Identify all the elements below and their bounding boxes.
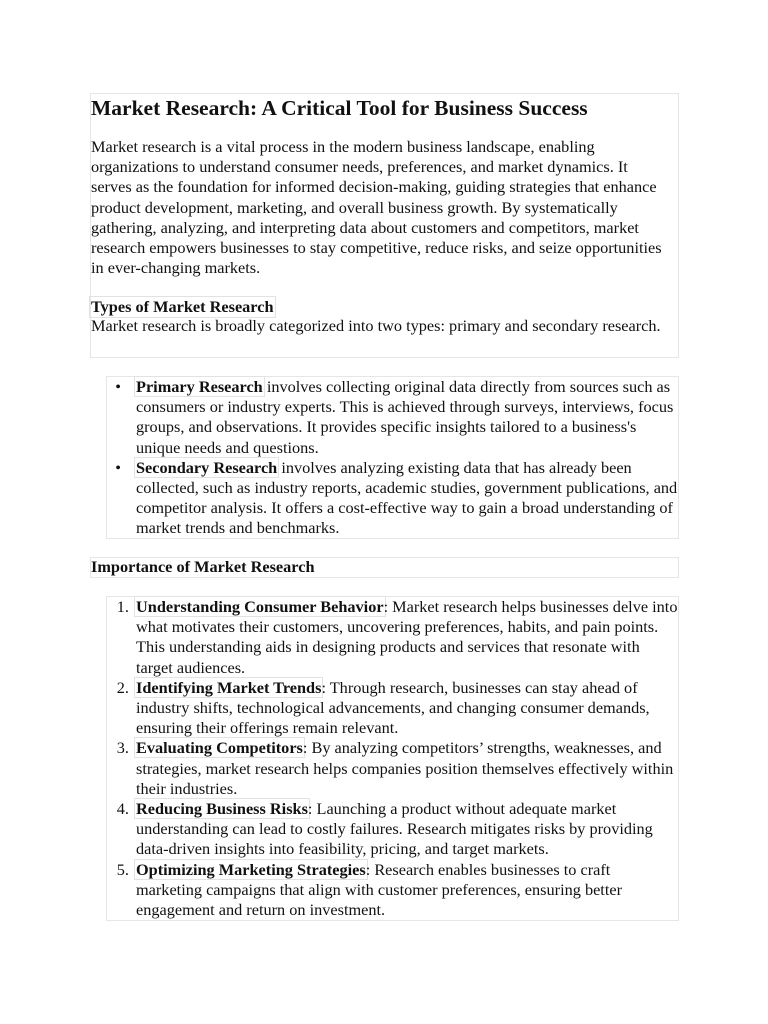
- list-item-competitors: [107, 738, 679, 799]
- types-list: [107, 377, 679, 539]
- list-item-market-trends: [107, 678, 679, 739]
- number-marker: 1.: [116, 597, 129, 616]
- importance-list-section: [106, 596, 679, 921]
- list-item-business-risks: [107, 799, 679, 860]
- importance-heading: Importance of Market Research: [91, 557, 315, 576]
- description-consumer-behavior: : Market research helps businesses delve into what motivates their customers, uncovering preferences, habits, and pain points. This understanding aids in designing products and services that resonate with target audiences.: [136, 597, 678, 677]
- term-marketing-strategies: Optimizing Marketing Strategies: [136, 859, 366, 879]
- list-item-secondary-research: [107, 458, 679, 539]
- description-competitors: : By analyzing competitors’ strengths, weaknesses, and strategies, market research helps companies position themselves effectively within their industries.: [136, 738, 674, 798]
- list-item-marketing-strategies: [107, 860, 679, 921]
- importance-list: [107, 597, 679, 920]
- term-consumer-behavior: Understanding Consumer Behavior: [136, 597, 384, 616]
- description-secondary-research: involves analyzing existing data that has already been collected, such as industry reports, academic studies, government publications, and competitor analysis. It offers a cost-effective way to gain a broad understanding of market trends and benchmarks.: [136, 457, 678, 538]
- bullet-marker: •: [115, 457, 121, 477]
- term-competitors: Evaluating Competitors: [136, 738, 303, 758]
- number-marker: 5.: [116, 859, 129, 879]
- term-market-trends: Identifying Market Trends: [136, 677, 322, 697]
- types-paragraph: Market research is broadly categorized into two types: primary and secondary research.: [91, 316, 661, 335]
- intro-paragraph: Market research is a vital process in the modern business landscape, enabling organizations to understand consumer needs, preferences, and market dynamics. It serves as the foundation for informed decision-making, guiding strategies that enhance product development, marketing, and overall business growth. By systematically gathering, analyzing, and interpreting data about customers and competitors, market research empowers businesses to stay competitive, reduce risks, and seize opportunities in ever-changing markets.: [91, 137, 662, 278]
- types-list-section: [106, 376, 679, 539]
- term-primary-research: Primary Research: [136, 377, 263, 396]
- page-title: Market Research: A Critical Tool for Business Success: [91, 96, 588, 120]
- term-business-risks: Reducing Business Risks: [136, 799, 308, 819]
- number-marker: 2.: [116, 677, 129, 697]
- types-heading: Types of Market Research: [89, 296, 276, 318]
- number-marker: 3.: [116, 738, 129, 758]
- description-primary-research: involves collecting original data directly from sources such as consumers or industry experts. This is achieved through surveys, interviews, focus groups, and observations. It provides specific insights tailored to a business's unique needs and questions.: [136, 377, 674, 457]
- intro-section: [90, 93, 679, 358]
- description-marketing-strategies: : Research enables businesses to craft marketing campaigns that align with customer preferences, ensuring better engagement and return on investment.: [136, 859, 623, 920]
- importance-heading-section: [90, 557, 679, 578]
- description-market-trends: : Through research, businesses can stay ahead of industry shifts, technological advancements, and changing consumer demands, ensuring their offerings remain relevant.: [136, 677, 650, 738]
- list-item-consumer-behavior: [107, 597, 679, 678]
- description-business-risks: : Launching a product without adequate market understanding can lead to costly failures. Research mitigates risks by providing data-driven insights into feasibility, pricing, and target markets.: [136, 799, 653, 859]
- bullet-marker: •: [115, 377, 121, 396]
- term-secondary-research: Secondary Research: [136, 457, 278, 477]
- number-marker: 4.: [116, 799, 129, 819]
- list-item-primary-research: [107, 377, 679, 458]
